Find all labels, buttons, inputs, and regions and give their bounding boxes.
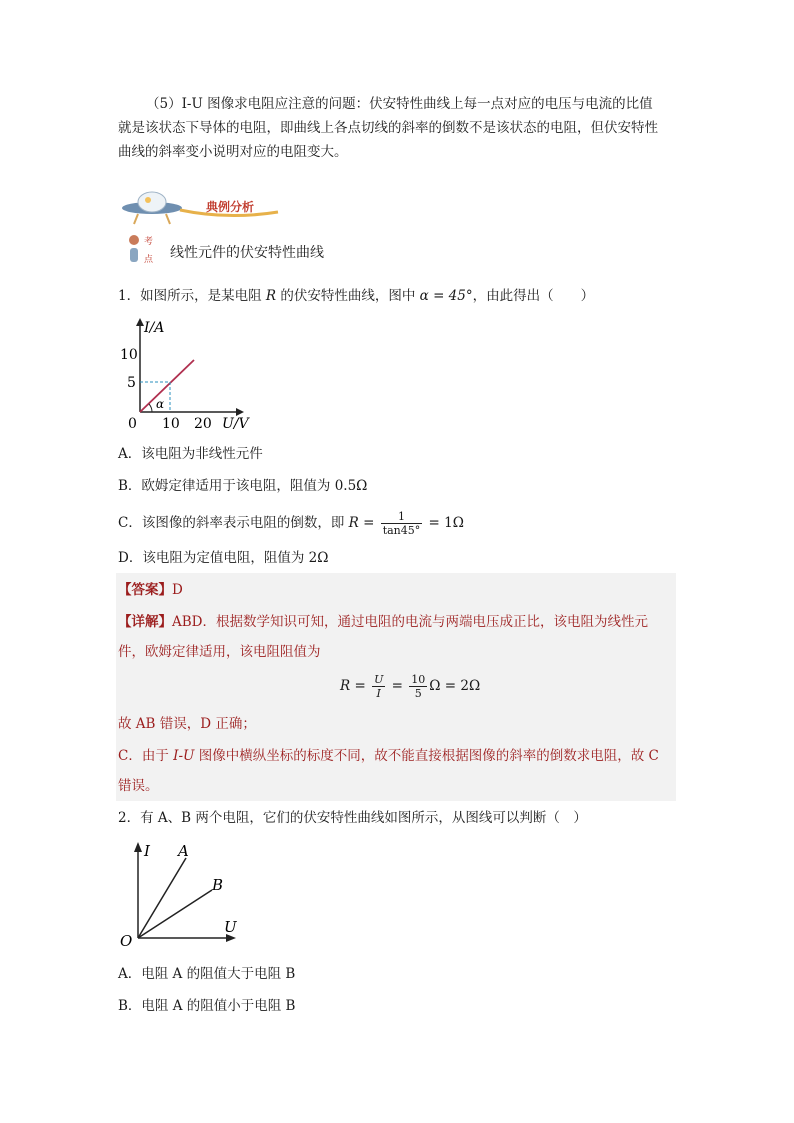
formula-frac2-num: 10 (411, 673, 426, 686)
rocket-icon (126, 232, 160, 268)
q2-stem: 2．有 A、B 两个电阻，它们的伏安特性曲线如图所示，从图线可以判断（ ） (118, 810, 587, 826)
q1-stem-prefix: 1．如图所示，是某电阻 (118, 288, 266, 304)
topic-badge-bottom: 点 (144, 255, 154, 265)
q1-option-c-num: 1 (381, 510, 423, 524)
q2-y-arrow (134, 842, 142, 852)
q1-stem-suffix: ，由此得出（ ） (472, 288, 595, 304)
q1-origin: 0 (128, 416, 137, 432)
q1-y-arrow (136, 318, 144, 326)
formula-frac1 (372, 673, 385, 700)
q1-xlabel: U/V (222, 416, 249, 432)
formula-result: Ω = 2Ω (429, 678, 481, 694)
q2-iu-graph (112, 838, 252, 950)
q1-iu-graph (110, 316, 280, 436)
q1-x-arrow (236, 408, 244, 416)
intro-line-3: 曲线的斜率变小说明对应的电阻变大。 (118, 144, 348, 160)
formula-frac1-num: U (374, 673, 384, 686)
q1-option-c[interactable] (118, 508, 464, 538)
q1-stem-alpha: α = 45° (419, 288, 473, 304)
c-explain-prefix: C．由于 (118, 748, 174, 764)
q1-option-d[interactable]: D．该电阻为定值电阻，阻值为 2Ω (118, 550, 329, 566)
q1-option-c-result: = 1Ω (424, 515, 464, 531)
q1-option-b[interactable]: B．欧姆定律适用于该电阻，阻值为 0.5Ω (118, 478, 368, 494)
intro-line-1: （5）I-U 图像求电阻应注意的问题：伏安特性曲线上每一点对应的电压与电流的比值 (146, 96, 653, 112)
answer-tag: 【答案】 (118, 582, 172, 598)
q2-origin: O (120, 932, 133, 950)
q1-ylabel: I/A (144, 320, 165, 336)
q1-option-c-eq: = (358, 515, 379, 531)
c-explain-iu: I-U (173, 748, 195, 764)
q1-stem-var: R (265, 288, 277, 304)
section-banner (118, 180, 288, 226)
q2-option-a[interactable]: A．电阻 A 的阻值大于电阻 B (118, 966, 296, 982)
answer-line (118, 580, 183, 600)
detail-formula (340, 668, 480, 704)
q2-label-a: A (178, 842, 189, 860)
q1-ytick-10: 10 (120, 347, 138, 363)
intro-paragraph (118, 92, 678, 164)
q2-ylabel: I (144, 842, 150, 860)
ufo-illustration (118, 180, 288, 226)
q1-iu-line (140, 360, 194, 412)
c-explain-line-1 (118, 746, 659, 766)
q1-option-a[interactable]: A．该电阻为非线性元件 (118, 446, 263, 462)
detail-line-1 (118, 612, 648, 632)
q1-ytick-5: 5 (127, 375, 136, 391)
detail-text-1: ABD．根据数学知识可知，通过电阻的电流与两端电压成正比，该电阻为线性元 (172, 614, 648, 630)
q1-xtick-10: 10 (162, 416, 180, 432)
c-explain-suffix: 图像中横纵坐标的标度不同，故不能直接根据图像的斜率的倒数求电阻，故 C (194, 748, 659, 764)
q1-xtick-20: 20 (194, 416, 212, 432)
formula-frac1-den: I (376, 687, 381, 700)
formula-eq2: = (387, 678, 408, 694)
topic-badge-top: 考 (144, 237, 154, 247)
q1-alpha-arc (149, 404, 152, 412)
formula-frac2 (409, 673, 427, 700)
intro-line-2: 就是该状态下导体的电阻，即曲线上各点切线的斜率的倒数不是该状态的电阻，但伏安特性 (118, 120, 658, 136)
formula-frac2-den: 5 (414, 687, 422, 700)
q2-line-a (138, 858, 186, 938)
q2-label-b: B (212, 876, 224, 894)
answer-value: D (172, 582, 183, 598)
conclusion-line: 故 AB 错误，D 正确； (118, 716, 256, 732)
q1-option-c-den: tan45° (382, 524, 421, 537)
topic-title: 线性元件的伏安特性曲线 (170, 245, 324, 261)
q1-option-c-prefix: C．该图像的斜率表示电阻的倒数，即 (118, 515, 349, 531)
detail-tag: 【详解】 (118, 614, 172, 630)
formula-eq1: = (350, 678, 371, 694)
q2-xlabel: U (224, 918, 237, 936)
c-explain-line-2: 错误。 (118, 778, 159, 794)
detail-line-2: 件，欧姆定律适用，该电阻阻值为 (118, 644, 321, 660)
q2-option-b[interactable]: B．电阻 A 的阻值小于电阻 B (118, 998, 296, 1014)
q1-alpha-label: α (156, 397, 165, 411)
q1-option-c-fraction (381, 510, 423, 537)
banner-text: 典例分析 (206, 200, 255, 214)
q2-line-b (138, 890, 212, 938)
formula-r: R (340, 678, 351, 694)
q1-stem (118, 286, 594, 306)
q1-option-c-r: R (348, 515, 359, 531)
topic-badge (126, 232, 160, 268)
q1-stem-middle: 的伏安特性曲线，图中 (276, 288, 420, 304)
